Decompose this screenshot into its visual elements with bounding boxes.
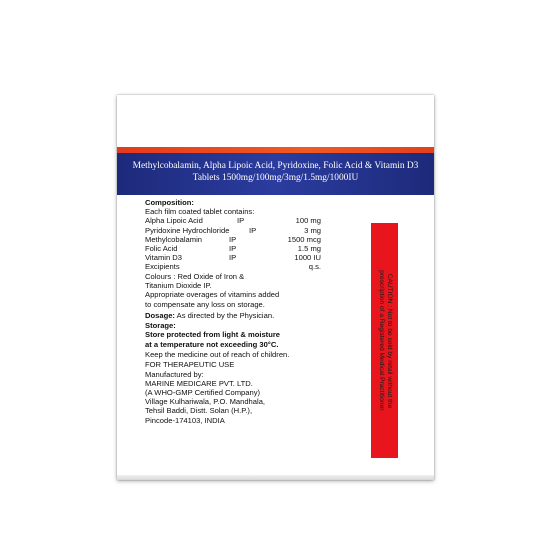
box-bottom-edge [117,475,434,480]
caution-line: CAUTION : Not to be sold by retail without the [385,273,393,408]
composition-intro: Each film coated tablet contains: [145,207,255,217]
ingredient-standard: IP [229,234,237,244]
overages-line: Appropriate overages of vitamins added [145,290,280,300]
ingredient-row [145,253,360,262]
dosage-label: Dosage: [145,310,175,320]
caution-text [377,223,393,458]
ingredient-name: Methylcobalamin [145,234,202,244]
ingredient-name: Folic Acid [145,244,178,254]
box-top-flap [117,95,434,148]
ingredient-standard: IP [229,253,237,263]
product-title-line1: Methylcobalamin, Alpha Lipoic Acid, Pyridoxine, Folic Acid & Vitamin D3 [132,161,419,171]
ingredient-quantity: 1500 mcg [287,234,321,244]
ingredient-name: Excipients [145,262,180,272]
ingredient-quantity: 3 mg [304,225,321,235]
manufacturer-name: MARINE MEDICARE PVT. LTD. [145,378,253,388]
manufacturer-address: Tehsil Baddi, Distt. Solan (H.P.), [145,406,253,416]
manufacturer-address: Village Kulhariwala, P.O. Mandhala, [145,397,266,407]
ingredient-row [145,244,360,253]
manufacturer-address: Pincode-174103, INDIA [145,415,225,425]
ingredient-row [145,216,360,225]
caution-line: prescription of a Registered Medical Practitioner. [377,269,385,412]
ingredient-quantity: 100 mg [295,216,321,226]
ingredient-row [145,226,360,235]
ingredient-row [145,262,360,271]
ingredient-name: Vitamin D3 [145,253,183,263]
ingredient-standard: IP [237,216,245,226]
colours-line: Colours : Red Oxide of Iron & [145,271,245,281]
ingredient-quantity: 1000 IU [294,253,321,263]
caution-panel [371,223,398,458]
ingredient-name: Pyridoxine Hydrochloride [145,225,230,235]
colours-line: Titanium Dioxide IP. [145,280,212,290]
overages-line: to compensate any loss on storage. [145,300,265,310]
ingredient-standard [229,262,271,271]
ingredient-quantity: 1.5 mg [297,244,321,254]
manufacturer-label: Manufactured by: [145,369,204,379]
therapeutic-use: FOR THERAPEUTIC USE [145,360,235,370]
storage-line: Store protected from light & moisture [145,330,281,340]
dosage-text: As directed by the Physician. [176,310,275,320]
storage-heading: Storage: [145,321,176,331]
composition-heading: Composition: [145,198,194,207]
manufacturer-certification: (A WHO-GMP Certified Company) [145,388,261,397]
product-title-line2: Tablets 1500mg/100mg/3mg/1.5mg/1000IU [192,173,359,183]
ingredient-quantity: q.s. [308,262,321,272]
label-text-block [145,198,360,425]
dosage-line [145,311,360,320]
ingredient-standard: IP [249,225,257,235]
medicine-box-back-panel [117,95,434,480]
ingredient-standard: IP [229,244,237,254]
product-title-band [117,153,434,195]
keep-out-of-reach: Keep the medicine out of reach of children. [145,350,290,359]
ingredient-row [145,235,360,244]
storage-line: at a temperature not exceeding 30°C. [145,339,279,349]
ingredient-name: Alpha Lipoic Acid [145,216,203,226]
